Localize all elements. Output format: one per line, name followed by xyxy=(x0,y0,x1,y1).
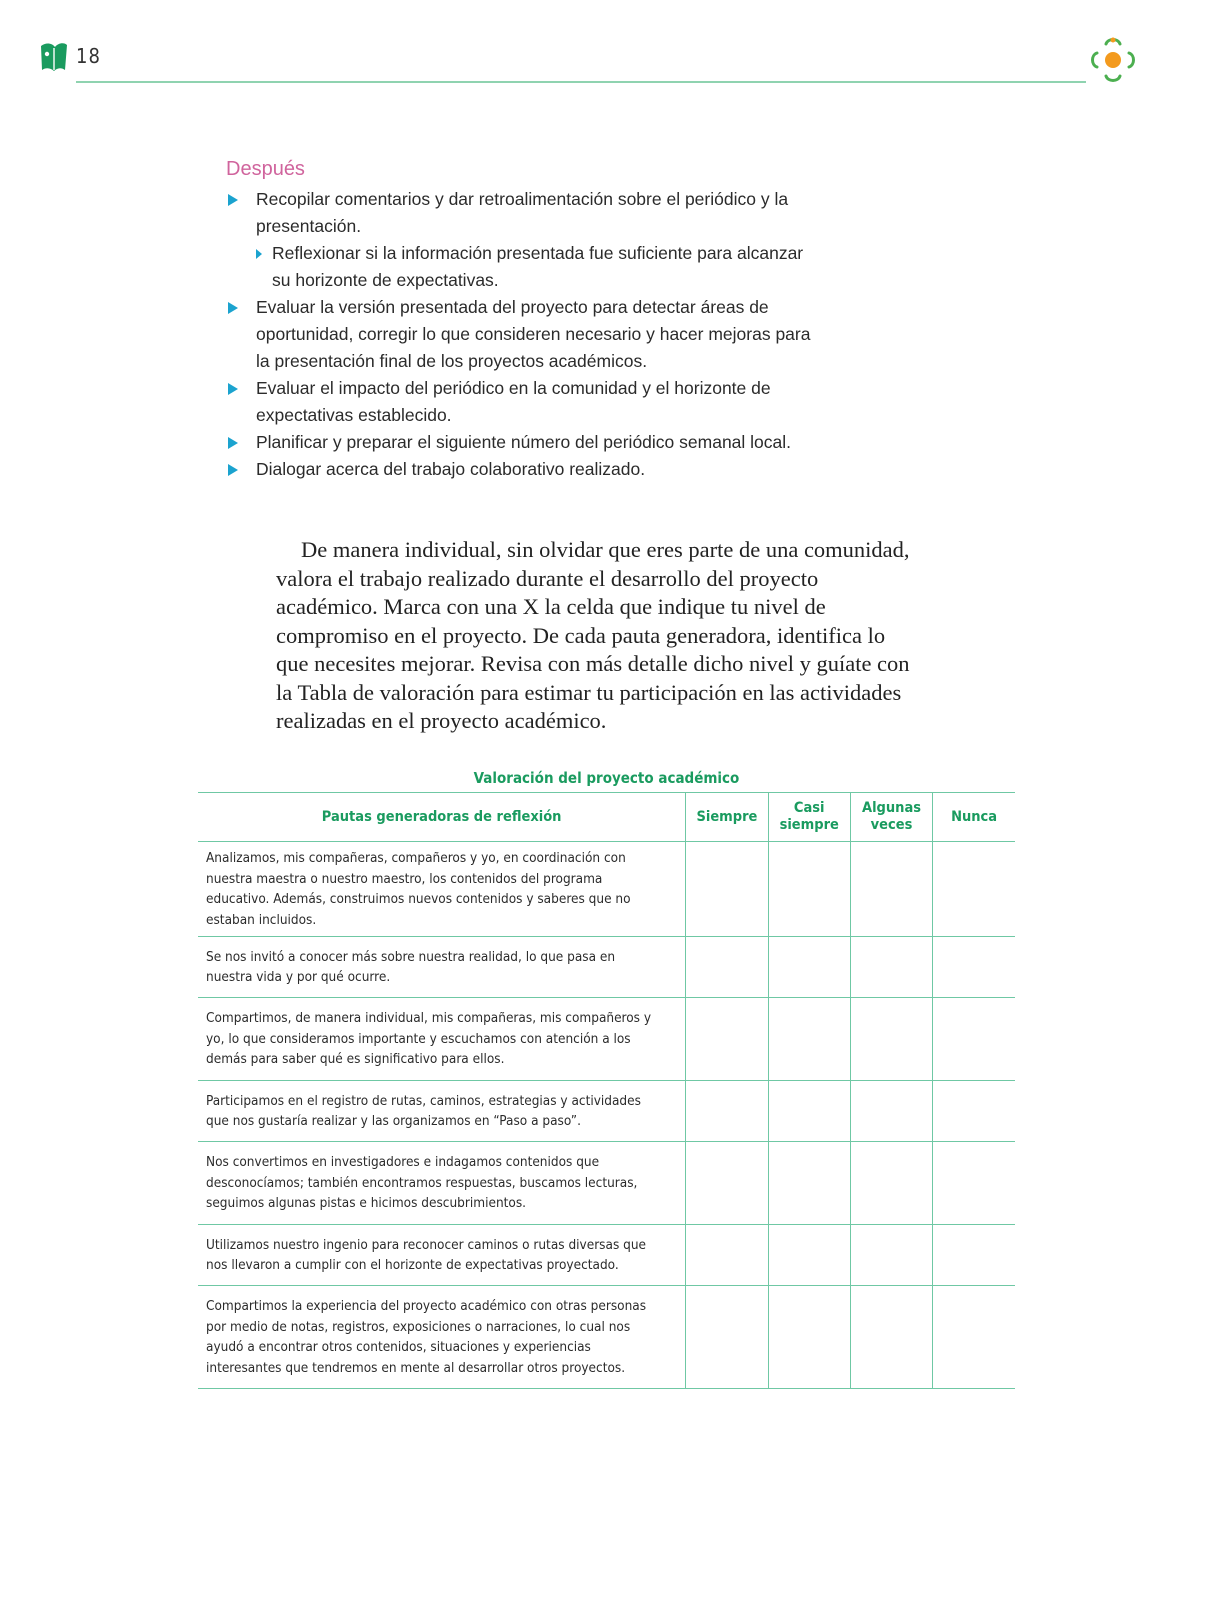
list-item xyxy=(226,456,826,483)
mark-cell-casi-siempre[interactable] xyxy=(768,1142,850,1225)
table-row xyxy=(198,1286,1015,1389)
triangle-bullet-icon xyxy=(228,302,238,314)
mark-cell-casi-siempre[interactable] xyxy=(768,1081,850,1142)
mark-cell-siempre[interactable] xyxy=(686,1225,768,1286)
evaluation-table xyxy=(198,792,1015,1389)
section-heading: Después xyxy=(226,158,305,180)
triangle-bullet-icon xyxy=(228,437,238,449)
list-item xyxy=(226,240,826,294)
mark-cell-siempre[interactable] xyxy=(686,842,768,937)
column-header-casi-siempre: Casi siempre xyxy=(768,793,850,842)
column-header-siempre: Siempre xyxy=(686,793,768,842)
mark-cell-nunca[interactable] xyxy=(933,937,1015,998)
list-item-text: Reflexionar si la información presentada fue suficiente para alcanzar su horizonte de expectativas. xyxy=(272,243,804,290)
mark-cell-siempre[interactable] xyxy=(686,998,768,1081)
column-header-algunas-veces: Algunas veces xyxy=(850,793,932,842)
mark-cell-casi-siempre[interactable] xyxy=(768,1286,850,1389)
pauta-cell: Compartimos la experiencia del proyecto académico con otras personas por medio de notas, registros, exposiciones o narraciones, lo cual nos ayudó a encontrar otros contenidos, situaciones y experiencias interesantes que tendremos en mente al desarrollar otros proyectos. xyxy=(198,1286,686,1389)
list-item-text: Evaluar el impacto del periódico en la comunidad y el horizonte de expectativas establecido. xyxy=(256,378,771,425)
table-caption: Valoración del proyecto académico xyxy=(473,769,740,787)
instruction-paragraph: De manera individual, sin olvidar que eres parte de una comunidad, valora el trabajo realizado durante el desarrollo del proyecto académico. Marca con una X la celda que indique tu nivel de compromiso en el proyecto. De cada pauta generadora, identifica lo que necesites mejorar. Revisa con más detalle dicho nivel y guíate con la Tabla de valoración para estimar tu participación en las actividades realizadas en el proyecto académico. xyxy=(276,537,910,733)
mark-cell-nunca[interactable] xyxy=(933,1142,1015,1225)
mark-cell-algunas-veces[interactable] xyxy=(850,937,932,998)
list-item-text: Evaluar la versión presentada del proyecto para detectar áreas de oportunidad, corregir lo que consideren necesario y hacer mejoras para la presentación final de los proyectos académicos. xyxy=(256,297,811,371)
green-book-logo-icon xyxy=(38,40,68,74)
list-item-text: Recopilar comentarios y dar retroalimentación sobre el periódico y la presentación. xyxy=(256,189,789,236)
page-number: 18 xyxy=(76,44,101,68)
mark-cell-nunca[interactable] xyxy=(933,1225,1015,1286)
mark-cell-algunas-veces[interactable] xyxy=(850,1142,932,1225)
pauta-cell: Analizamos, mis compañeras, compañeros y yo, en coordinación con nuestra maestra o nuestro maestro, los contenidos del programa educativo. Además, construimos nuevos contenidos y saberes que no estaban incluidos. xyxy=(198,842,686,937)
table-row xyxy=(198,998,1015,1081)
list-item xyxy=(226,294,826,375)
mark-cell-siempre[interactable] xyxy=(686,937,768,998)
mark-cell-siempre[interactable] xyxy=(686,1142,768,1225)
table-row xyxy=(198,842,1015,937)
table-header-row xyxy=(198,793,1015,842)
mark-cell-casi-siempre[interactable] xyxy=(768,937,850,998)
mark-cell-casi-siempre[interactable] xyxy=(768,1225,850,1286)
pauta-cell: Participamos en el registro de rutas, caminos, estrategias y actividades que nos gustaría realizar y las organizamos en “Paso a paso”. xyxy=(198,1081,686,1142)
mark-cell-nunca[interactable] xyxy=(933,842,1015,937)
table-row xyxy=(198,1142,1015,1225)
triangle-bullet-icon xyxy=(228,194,238,206)
mark-cell-nunca[interactable] xyxy=(933,1286,1015,1389)
list-item xyxy=(226,375,826,429)
mark-cell-algunas-veces[interactable] xyxy=(850,1081,932,1142)
mark-cell-nunca[interactable] xyxy=(933,998,1015,1081)
table-row xyxy=(198,1081,1015,1142)
mark-cell-siempre[interactable] xyxy=(686,1286,768,1389)
list-item-text: Dialogar acerca del trabajo colaborativo realizado. xyxy=(256,459,646,479)
table-row xyxy=(198,1225,1015,1286)
pauta-cell: Utilizamos nuestro ingenio para reconocer caminos o rutas diversas que nos llevaron a cumplir con el horizonte de expectativas proyectado. xyxy=(198,1225,686,1286)
mark-cell-algunas-veces[interactable] xyxy=(850,1225,932,1286)
mark-cell-algunas-veces[interactable] xyxy=(850,842,932,937)
header-rule xyxy=(76,81,1086,83)
mark-cell-algunas-veces[interactable] xyxy=(850,1286,932,1389)
pauta-cell: Se nos invitó a conocer más sobre nuestra realidad, lo que pasa en nuestra vida y por qué ocurre. xyxy=(198,937,686,998)
mark-cell-casi-siempre[interactable] xyxy=(768,842,850,937)
mark-cell-siempre[interactable] xyxy=(686,1081,768,1142)
table-row xyxy=(198,937,1015,998)
triangle-bullet-icon xyxy=(228,383,238,395)
triangle-bullet-icon xyxy=(256,249,262,259)
column-header-pautas: Pautas generadoras de reflexión xyxy=(198,793,686,842)
triangle-bullet-icon xyxy=(228,464,238,476)
list-item xyxy=(226,186,826,240)
list-item-text: Planificar y preparar el siguiente número del periódico semanal local. xyxy=(256,432,792,452)
list-item xyxy=(226,429,826,456)
mark-cell-casi-siempre[interactable] xyxy=(768,998,850,1081)
mark-cell-algunas-veces[interactable] xyxy=(850,998,932,1081)
orange-flower-ornament-icon xyxy=(1088,34,1140,84)
pauta-cell: Compartimos, de manera individual, mis compañeras, mis compañeros y yo, lo que consideramos importante y escuchamos con atención a los demás para saber qué es significativo para ellos. xyxy=(198,998,686,1081)
pauta-cell: Nos convertimos en investigadores e indagamos contenidos que desconocíamos; también encontramos respuestas, buscamos lecturas, seguimos algunas pistas e hicimos descubrimientos. xyxy=(198,1142,686,1225)
column-header-nunca: Nunca xyxy=(933,793,1015,842)
bullet-list xyxy=(226,186,826,483)
mark-cell-nunca[interactable] xyxy=(933,1081,1015,1142)
